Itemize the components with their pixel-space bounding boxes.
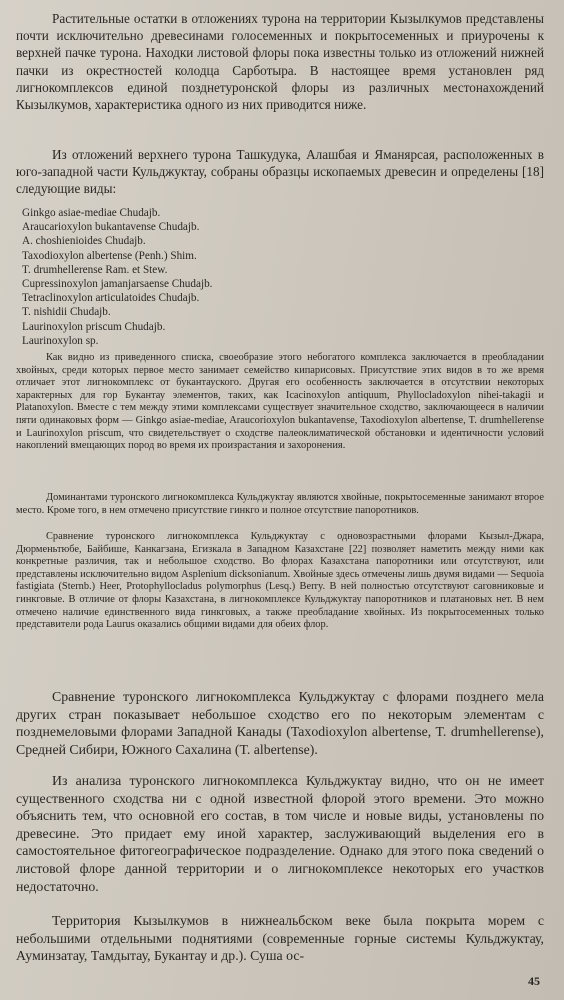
paragraph-small-dominants: Доминантами туронского лигнокомплекса Кульджуктау являются хвойные, покрытосеменные занимают второе место. Кроме того, в нем отмечено присутствие гинкго и полное отсутствие папоротников. xyxy=(16,492,544,516)
paragraph-small-analysis: Как видно из приведенного списка, своеобразие этого небогатого комплекса заключается в преобладании хвойных, среди которых первое место занимает семейство кипарисовых. Присутствие этих видов в то же время отличает этот лигнокомплекс от букантауского. Другая его особенность заключается в отсутствии некоторых характерных для гор Букантау элементов, таких, как Icacinoxylon antiquum, Phyllocladoxylon nihei-takagii и Platanoxylon. Вместе с тем между этими комплексами существует значительное сходство, заключающееся в наличии пяти одинаковых форм — Ginkgo asiae-mediae, Araucorioxylon bukantavense, Taxodioxylon albertense, T. drumhellerense и Laurinoxylon priscum, что свидетельствует о сходстве палеоклиматической обстановки и идентичности условий накоплений вмещающих пород во время их произрастания и захоронения. xyxy=(16,352,544,452)
species-list xyxy=(22,206,212,348)
species-item: T. drumhellerense Ram. et Stew. xyxy=(22,263,168,276)
species-item: Laurinoxylon priscum Chudajb. xyxy=(22,320,166,333)
species-item: Ginkgo asiae-mediae Chudajb. xyxy=(22,207,161,219)
paragraph-intro: Растительные остатки в отложениях турона на территории Кызылкумов представлены почти исключительно древесинами голосеменных и покрытосеменных и приурочены к верхней пачке турона. Находки листовой флоры пока известны только из отложений нижней пачки из окрестностей колодца Сарботыра. В настоящее время установлен ряд лигнокомплексов единой позднетуронской флоры из различных местонахождений Кызылкумов, характеристика одного из них приводится ниже. xyxy=(16,11,544,113)
species-item: A. choshienioides Chudajb. xyxy=(22,235,146,248)
paragraph-foreign-comparison: Сравнение туронского лигнокомплекса Кульджуктау с флорами позднего мела других стран показывает небольшое сходство его по некоторым элементам с позднемеловыми флорами Западной Канады (Taxodioxylon albertense, T. drumhellerense), Средней Сибири, Южного Сахалина (T. albertense). xyxy=(16,689,544,757)
species-item: Cupressinoxylon jamanjarsaense Chudajb. xyxy=(22,278,213,291)
species-item: T. nishidii Chudajb. xyxy=(22,306,111,319)
paragraph-conclusion: Из анализа туронского лигнокомплекса Кульджуктау видно, что он не имеет существенного сходства ни с одной известной флорой этого времени. Это можно объяснить тем, что основной его состав, в том числе и новые виды, установлены по древесине. Это придает ему иной характер, заслуживающий выделения его в самостоятельное фитогеографическое подразделение. Однако для этого пока сведений о листовой флоре данной территории и о лигнокомплексе некоторых его участков недостаточно. xyxy=(16,773,544,894)
species-item: Araucarioxylon bukantavense Chudajb. xyxy=(22,221,200,234)
page-number: 45 xyxy=(528,974,540,988)
paragraph-small-comparison: Сравнение туронского лигнокомплекса Кульджуктау с одновозрастными флорами Кызыл-Джара, Дюрменьтюбе, Байбише, Канкагзана, Егизкала в Западном Казахстане [22] позволяет наметить между ними как конкретные различия, так и небольшое сходство. Во флорах Казахстана папоротники или отсутствуют, или представлены исключительно видом Asplenium dicksonianum. Хвойные здесь отмечены лишь двумя видами — Sequoia fastigiata (Sternb.) Heer, Protophyllocladus polymorphus (Lesq.) Berry. В ней полностью отсутствуют саговниковые и гинкговые. В отличие от флоры Казахстана, в лигнокомплексе Кульджуктау папоротников и платановых нет. В нем отмечено наличие единственного вида гинкговых, а также преобладание хвойных. Из покрытосеменных только представители рода Laurus оказались общими видами для обеих флор. xyxy=(16,531,544,631)
species-item: Laurinoxylon sp. xyxy=(22,334,99,347)
paragraph-territory: Территория Кызылкумов в нижнеальбском веке была покрыта морем с небольшими отдельными поднятиями (современные горные системы Кульджуктау, Ауминзатау, Тамдытау, Букантау и др.). Суша ос- xyxy=(16,913,544,964)
species-item: Tetraclinoxylon articulatoides Chudajb. xyxy=(22,292,200,305)
paragraph-samples: Из отложений верхнего турона Ташкудука, Алашбая и Яманярсая, расположенных в юго-западной части Кульджуктау, собраны образцы ископаемых древесин и определены [18] следующие виды: xyxy=(16,147,544,197)
species-item: Taxodioxylon albertense (Penh.) Shim. xyxy=(22,249,197,262)
